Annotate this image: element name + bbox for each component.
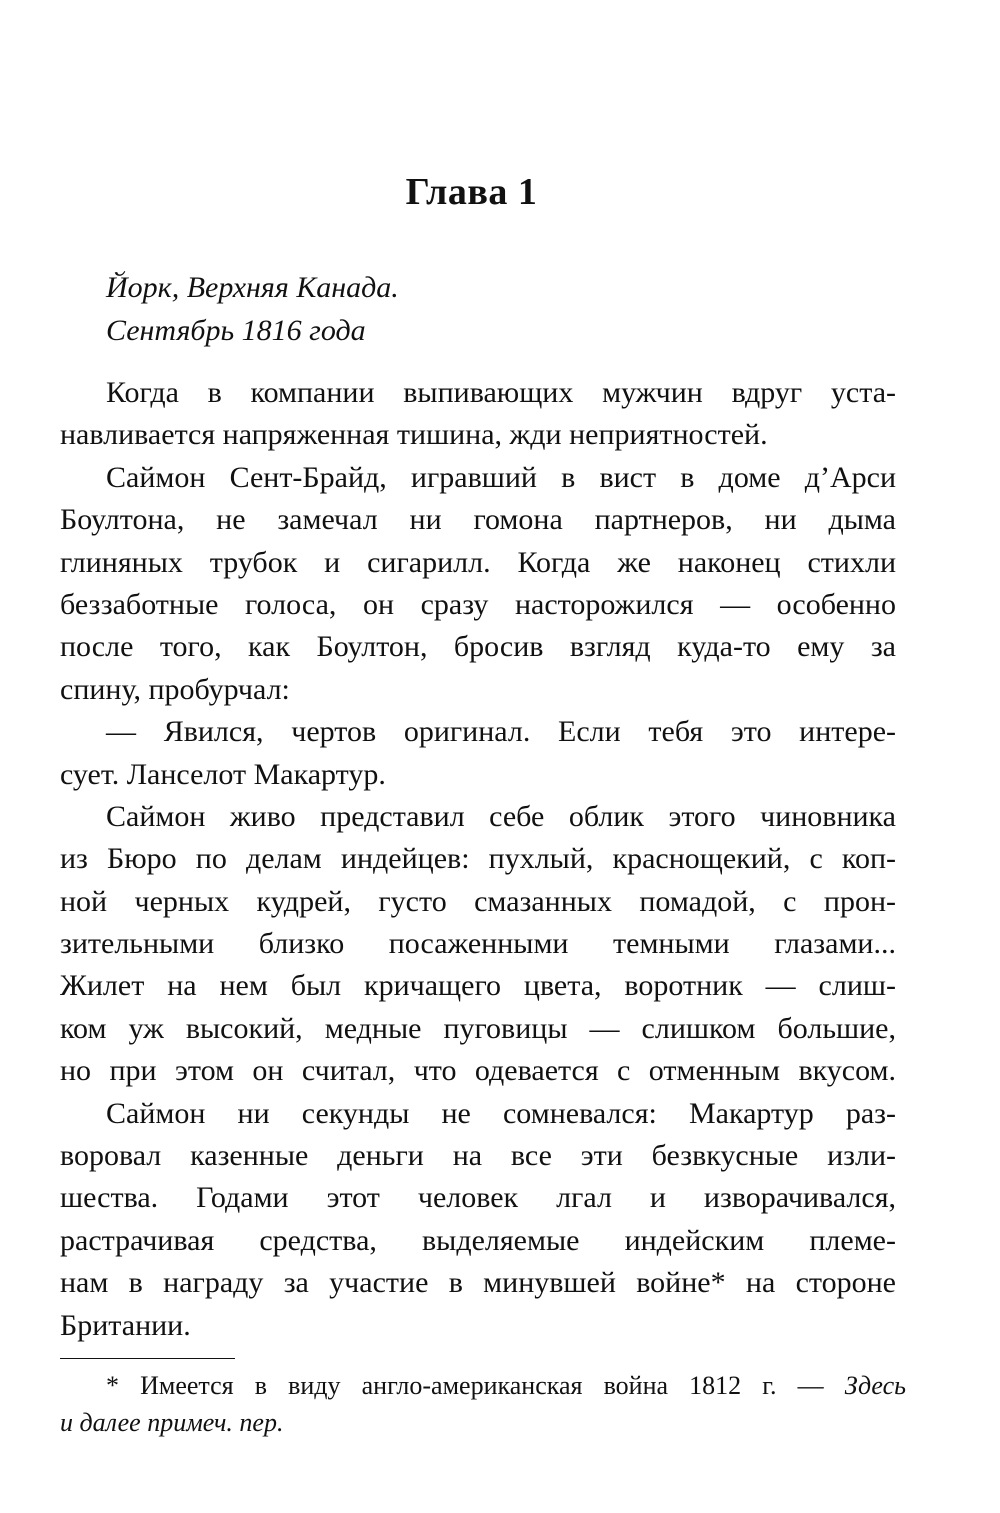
epigraph-place: Йорк, Верхняя Канада.: [106, 271, 399, 304]
text-line: глиняных трубок и сигарилл. Когда же наконец стихли: [60, 545, 896, 579]
text-line: но при этом он считал, что одевается с отменным вкусом.: [60, 1054, 896, 1088]
text-line: Британии.: [60, 1308, 191, 1342]
epigraph-date: Сентябрь 1816 года: [106, 314, 366, 347]
text-line: Жилет на нем был кричащего цвета, воротник — слиш-: [60, 969, 896, 1003]
text-line: Саймон Сент-Брайд, игравший в вист в доме д’Арси: [106, 460, 896, 494]
text-line: ной черных кудрей, густо смазанных помадой, с прон-: [60, 884, 896, 918]
text-line: спину, пробурчал:: [60, 672, 290, 706]
text-line: Саймон ни секунды не сомневался: Макартур раз-: [106, 1096, 896, 1130]
footnote: [60, 1367, 906, 1441]
text-line: нам в награду за участие в минувшей войне* на стороне: [60, 1266, 896, 1300]
text-line: беззаботные голоса, он сразу насторожился — особенно: [60, 587, 896, 621]
text-line: Боултона, не замечал ни гомона партнеров, ни дыма: [60, 503, 896, 537]
footnote-line: [60, 1367, 906, 1404]
text-line: воровал казенные деньги на все эти безвкусные изли-: [60, 1139, 896, 1173]
text-line: из Бюро по делам индейцев: пухлый, краснощекий, с коп-: [60, 842, 896, 876]
footnote-line-italic: и далее примеч. пер.: [60, 1408, 284, 1437]
text-line: после того, как Боултон, бросив взгляд куда-то ему за: [60, 630, 896, 664]
text-line: зительными близко посаженными темными глазами...: [60, 927, 896, 961]
text-line: шества. Годами этот человек лгал и изворачивался,: [60, 1181, 896, 1215]
text-line: Саймон живо представил себе облик этого чиновника: [106, 799, 896, 833]
epigraph: [106, 266, 399, 352]
text-line: навливается напряженная тишина, жди неприятностей.: [60, 418, 768, 452]
footnote-italic: Здесь: [844, 1371, 907, 1400]
footnote-text: * Имеется в виду англо-американская война 1812 г. —: [106, 1371, 824, 1400]
text-line: сует. Ланселот Макартур.: [60, 757, 386, 791]
body-text: [60, 372, 896, 1347]
text-line: ком уж высокий, медные пуговицы — слишком большие,: [60, 1011, 896, 1045]
chapter-title: Глава 1: [405, 171, 538, 213]
footnote-divider: [60, 1358, 235, 1359]
text-line: — Явился, чертов оригинал. Если тебя это интере-: [106, 715, 896, 749]
text-line: Когда в компании выпивающих мужчин вдруг уста-: [106, 376, 896, 409]
text-line: растрачивая средства, выделяемые индейским племе-: [60, 1223, 896, 1257]
